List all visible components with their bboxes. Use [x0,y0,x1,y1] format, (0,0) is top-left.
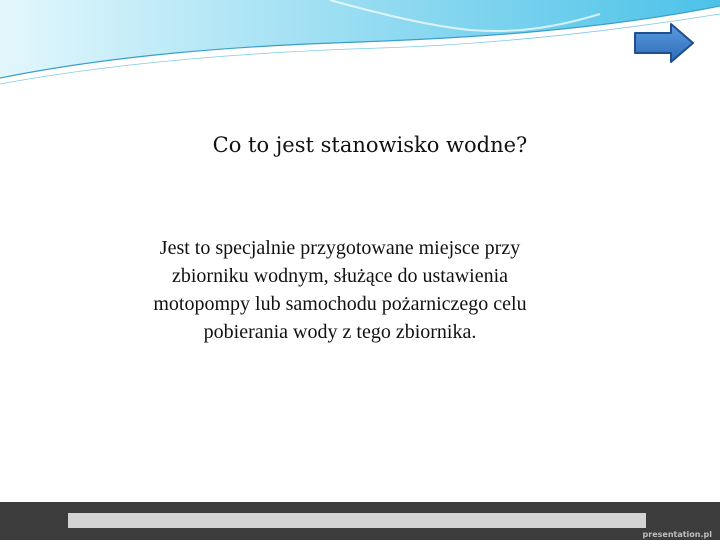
next-slide-button[interactable] [633,22,695,64]
watermark: presentation.pl [642,530,712,539]
body-line: pobierania wody z tego zbiornika. [203,321,477,343]
slide-body [100,234,580,346]
body-line: motopompy lub samochodu pożarniczego celu [153,293,527,315]
arrow-right-icon [635,24,693,62]
header-wave-decoration [0,0,720,90]
body-line: zbiorniku wodnym, służące do ustawienia [171,265,509,287]
slide-title: Co to jest stanowisko wodne? [212,133,528,157]
slide-progress-bar[interactable] [68,513,646,528]
body-line: Jest to specjalnie przygotowane miejsce przy [159,237,521,259]
